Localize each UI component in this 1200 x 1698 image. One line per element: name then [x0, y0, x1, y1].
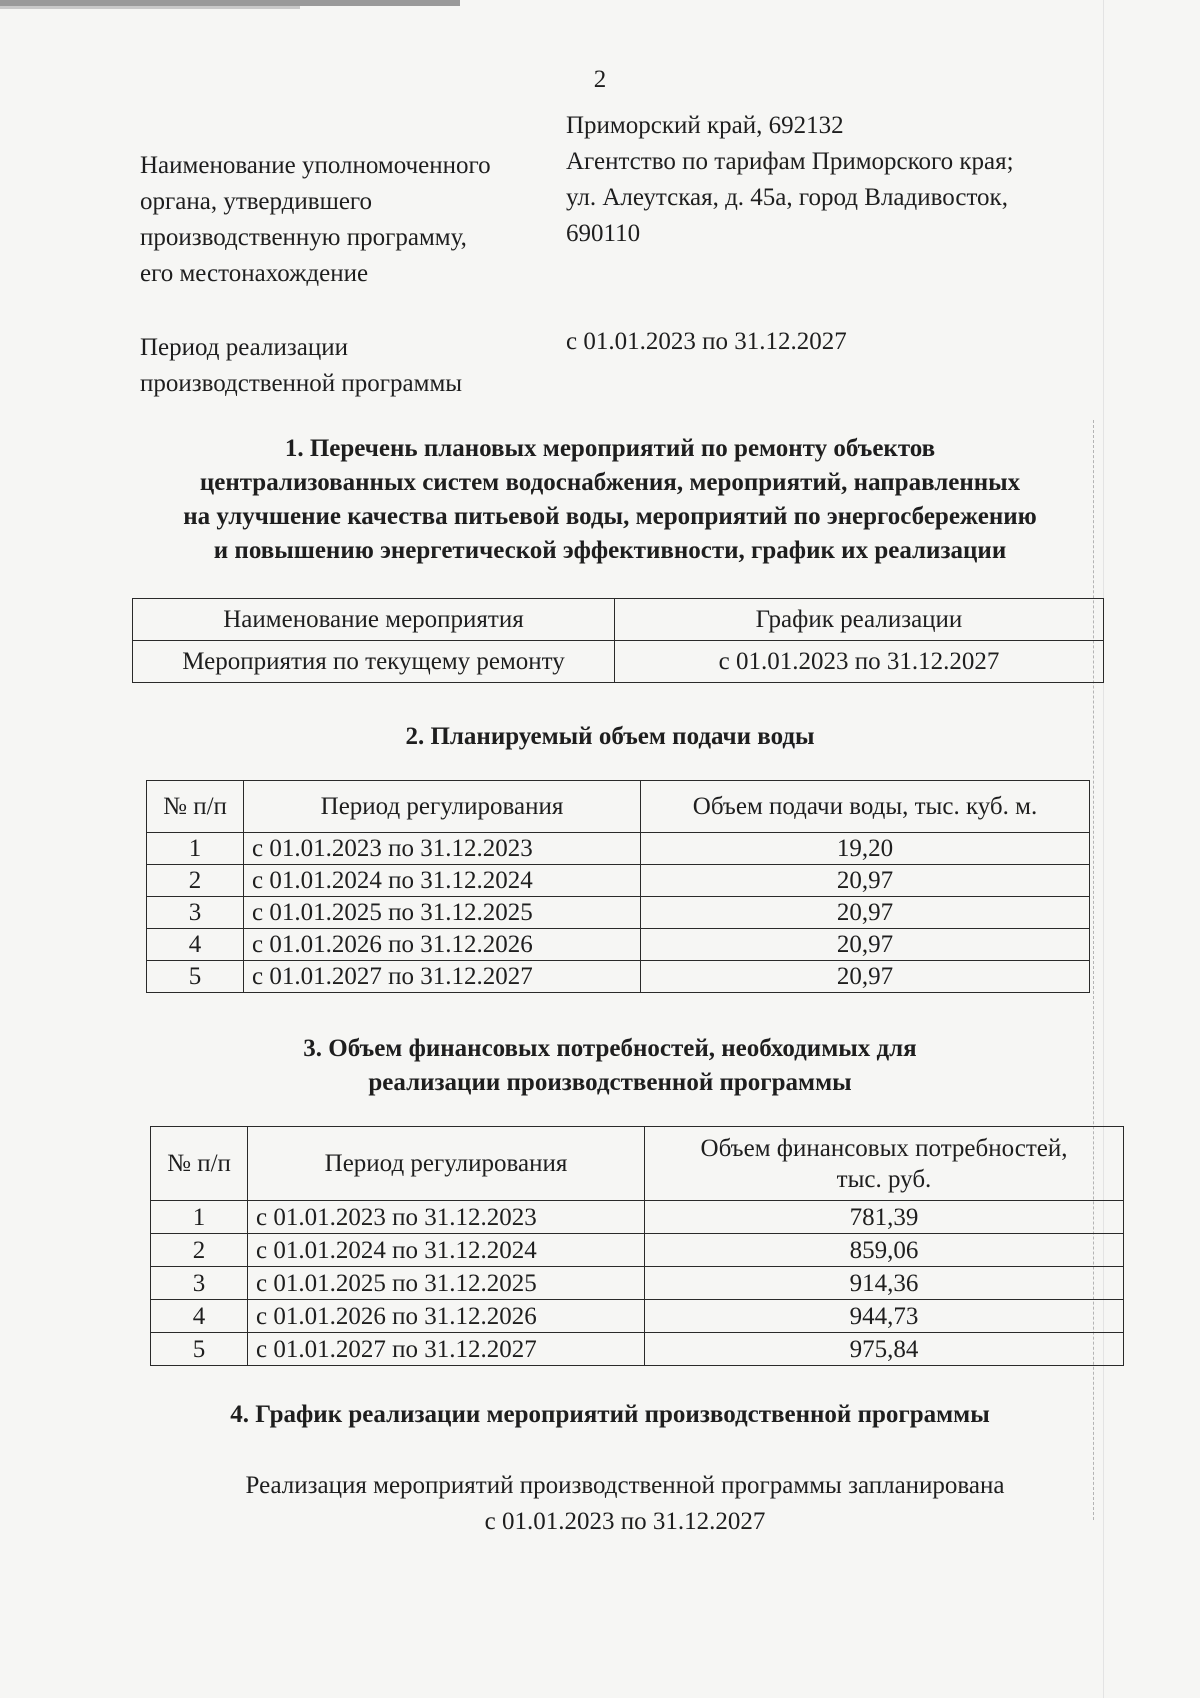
table-row: [151, 1300, 1124, 1333]
value-cell: 781,39: [645, 1201, 1124, 1234]
value-cell: 975,84: [645, 1333, 1124, 1366]
header-cell-line: тыс. руб.: [836, 1165, 932, 1193]
row-number-cell: 2: [147, 865, 244, 897]
authority-label-line: органа, утвердившего: [140, 188, 373, 215]
table-row: [147, 833, 1090, 865]
authority-value-line: ул. Алеутская, д. 45а, город Владивосток,: [566, 184, 1008, 211]
header-cell: [645, 1127, 1124, 1201]
section3-heading: [110, 1032, 1110, 1100]
row-number-cell: 1: [151, 1201, 248, 1234]
period-cell: с 01.01.2025 по 31.12.2025: [248, 1267, 645, 1300]
header-cell: Объем подачи воды, тыс. куб. м.: [641, 781, 1090, 833]
table-row: [147, 865, 1090, 897]
section3-heading-line: 3. Объем финансовых потребностей, необходимых для: [303, 1035, 917, 1062]
activity-name-cell: Мероприятия по текущему ремонту: [133, 641, 615, 683]
table-row: [147, 961, 1090, 993]
section2-heading: 2. Планируемый объем подачи воды: [405, 723, 815, 750]
value-cell: 20,97: [641, 961, 1090, 993]
authority-label-line: его местонахождение: [140, 260, 369, 287]
schedule-cell: с 01.01.2023 по 31.12.2027: [615, 641, 1104, 683]
table-row: [151, 1333, 1124, 1366]
header-cell: Период регулирования: [244, 781, 641, 833]
value-cell: 914,36: [645, 1267, 1124, 1300]
row-number-cell: 1: [147, 833, 244, 865]
section1-heading: [110, 432, 1110, 568]
row-number-cell: 5: [147, 961, 244, 993]
activities-table: [132, 598, 1104, 683]
value-cell: 944,73: [645, 1300, 1124, 1333]
row-number-cell: 5: [151, 1333, 248, 1366]
table-header-row: [147, 781, 1090, 833]
table-row: [151, 1234, 1124, 1267]
section3-heading-line: реализации производственной программы: [368, 1069, 852, 1096]
water-volume-table: [146, 780, 1090, 993]
period-label: [140, 330, 560, 402]
value-cell: 20,97: [641, 929, 1090, 961]
row-number-cell: 3: [151, 1267, 248, 1300]
period-cell: с 01.01.2023 по 31.12.2023: [248, 1201, 645, 1234]
header-cell: Период регулирования: [248, 1127, 645, 1201]
section4-heading: 4. График реализации мероприятий производственной программы: [230, 1401, 990, 1428]
authority-value-line: Агентство по тарифам Приморского края;: [566, 148, 1014, 175]
row-number-cell: 4: [147, 929, 244, 961]
header-cell: График реализации: [615, 599, 1104, 641]
header-cell-line: Объем финансовых потребностей,: [700, 1134, 1068, 1162]
period-label-line: Период реализации: [140, 334, 348, 361]
authority-label-line: Наименование уполномоченного: [140, 152, 491, 179]
section4-text-line: Реализация мероприятий производственной программы запланирована: [245, 1472, 1005, 1499]
period-cell: с 01.01.2024 по 31.12.2024: [248, 1234, 645, 1267]
authority-value: [566, 108, 1086, 252]
header-cell: № п/п: [147, 781, 244, 833]
table-row: [147, 897, 1090, 929]
table-row: [147, 929, 1090, 961]
table-row: [133, 641, 1104, 683]
table-row: [151, 1201, 1124, 1234]
period-cell: с 01.01.2027 по 31.12.2027: [244, 961, 641, 993]
header-cell: Наименование мероприятия: [133, 599, 615, 641]
scan-top-edge-shadow: [0, 6, 300, 9]
section4-text: [150, 1468, 1100, 1540]
authority-value-line: 690110: [566, 220, 641, 247]
scan-right-edge: [1103, 0, 1104, 1698]
row-number-cell: 4: [151, 1300, 248, 1333]
section1-heading-line: и повышению энергетической эффективности, график их реализации: [213, 537, 1007, 564]
header-cell: № п/п: [151, 1127, 248, 1201]
table-header-row: [151, 1127, 1124, 1201]
authority-label-line: производственную программу,: [140, 224, 467, 251]
period-cell: с 01.01.2026 по 31.12.2026: [244, 929, 641, 961]
section1-heading-line: на улучшение качества питьевой воды, мероприятий по энергосбережению: [183, 503, 1037, 530]
period-value: с 01.01.2023 по 31.12.2027: [566, 328, 847, 355]
period-cell: с 01.01.2024 по 31.12.2024: [244, 865, 641, 897]
period-label-line: производственной программы: [140, 370, 463, 397]
period-cell: с 01.01.2025 по 31.12.2025: [244, 897, 641, 929]
value-cell: 20,97: [641, 865, 1090, 897]
value-cell: 20,97: [641, 897, 1090, 929]
financial-needs-table: [150, 1126, 1124, 1366]
period-cell: с 01.01.2026 по 31.12.2026: [248, 1300, 645, 1333]
page-number: 2: [593, 66, 607, 93]
authority-label: [140, 148, 560, 292]
period-cell: с 01.01.2023 по 31.12.2023: [244, 833, 641, 865]
value-cell: 859,06: [645, 1234, 1124, 1267]
section4-text-line: с 01.01.2023 по 31.12.2027: [484, 1508, 766, 1535]
row-number-cell: 2: [151, 1234, 248, 1267]
section1-heading-line: 1. Перечень плановых мероприятий по ремонту объектов: [284, 435, 936, 462]
authority-value-line: Приморский край, 692132: [566, 112, 844, 139]
table-row: [151, 1267, 1124, 1300]
row-number-cell: 3: [147, 897, 244, 929]
value-cell: 19,20: [641, 833, 1090, 865]
table-header-row: [133, 599, 1104, 641]
section1-heading-line: централизованных систем водоснабжения, мероприятий, направленных: [199, 469, 1021, 496]
period-cell: с 01.01.2027 по 31.12.2027: [248, 1333, 645, 1366]
